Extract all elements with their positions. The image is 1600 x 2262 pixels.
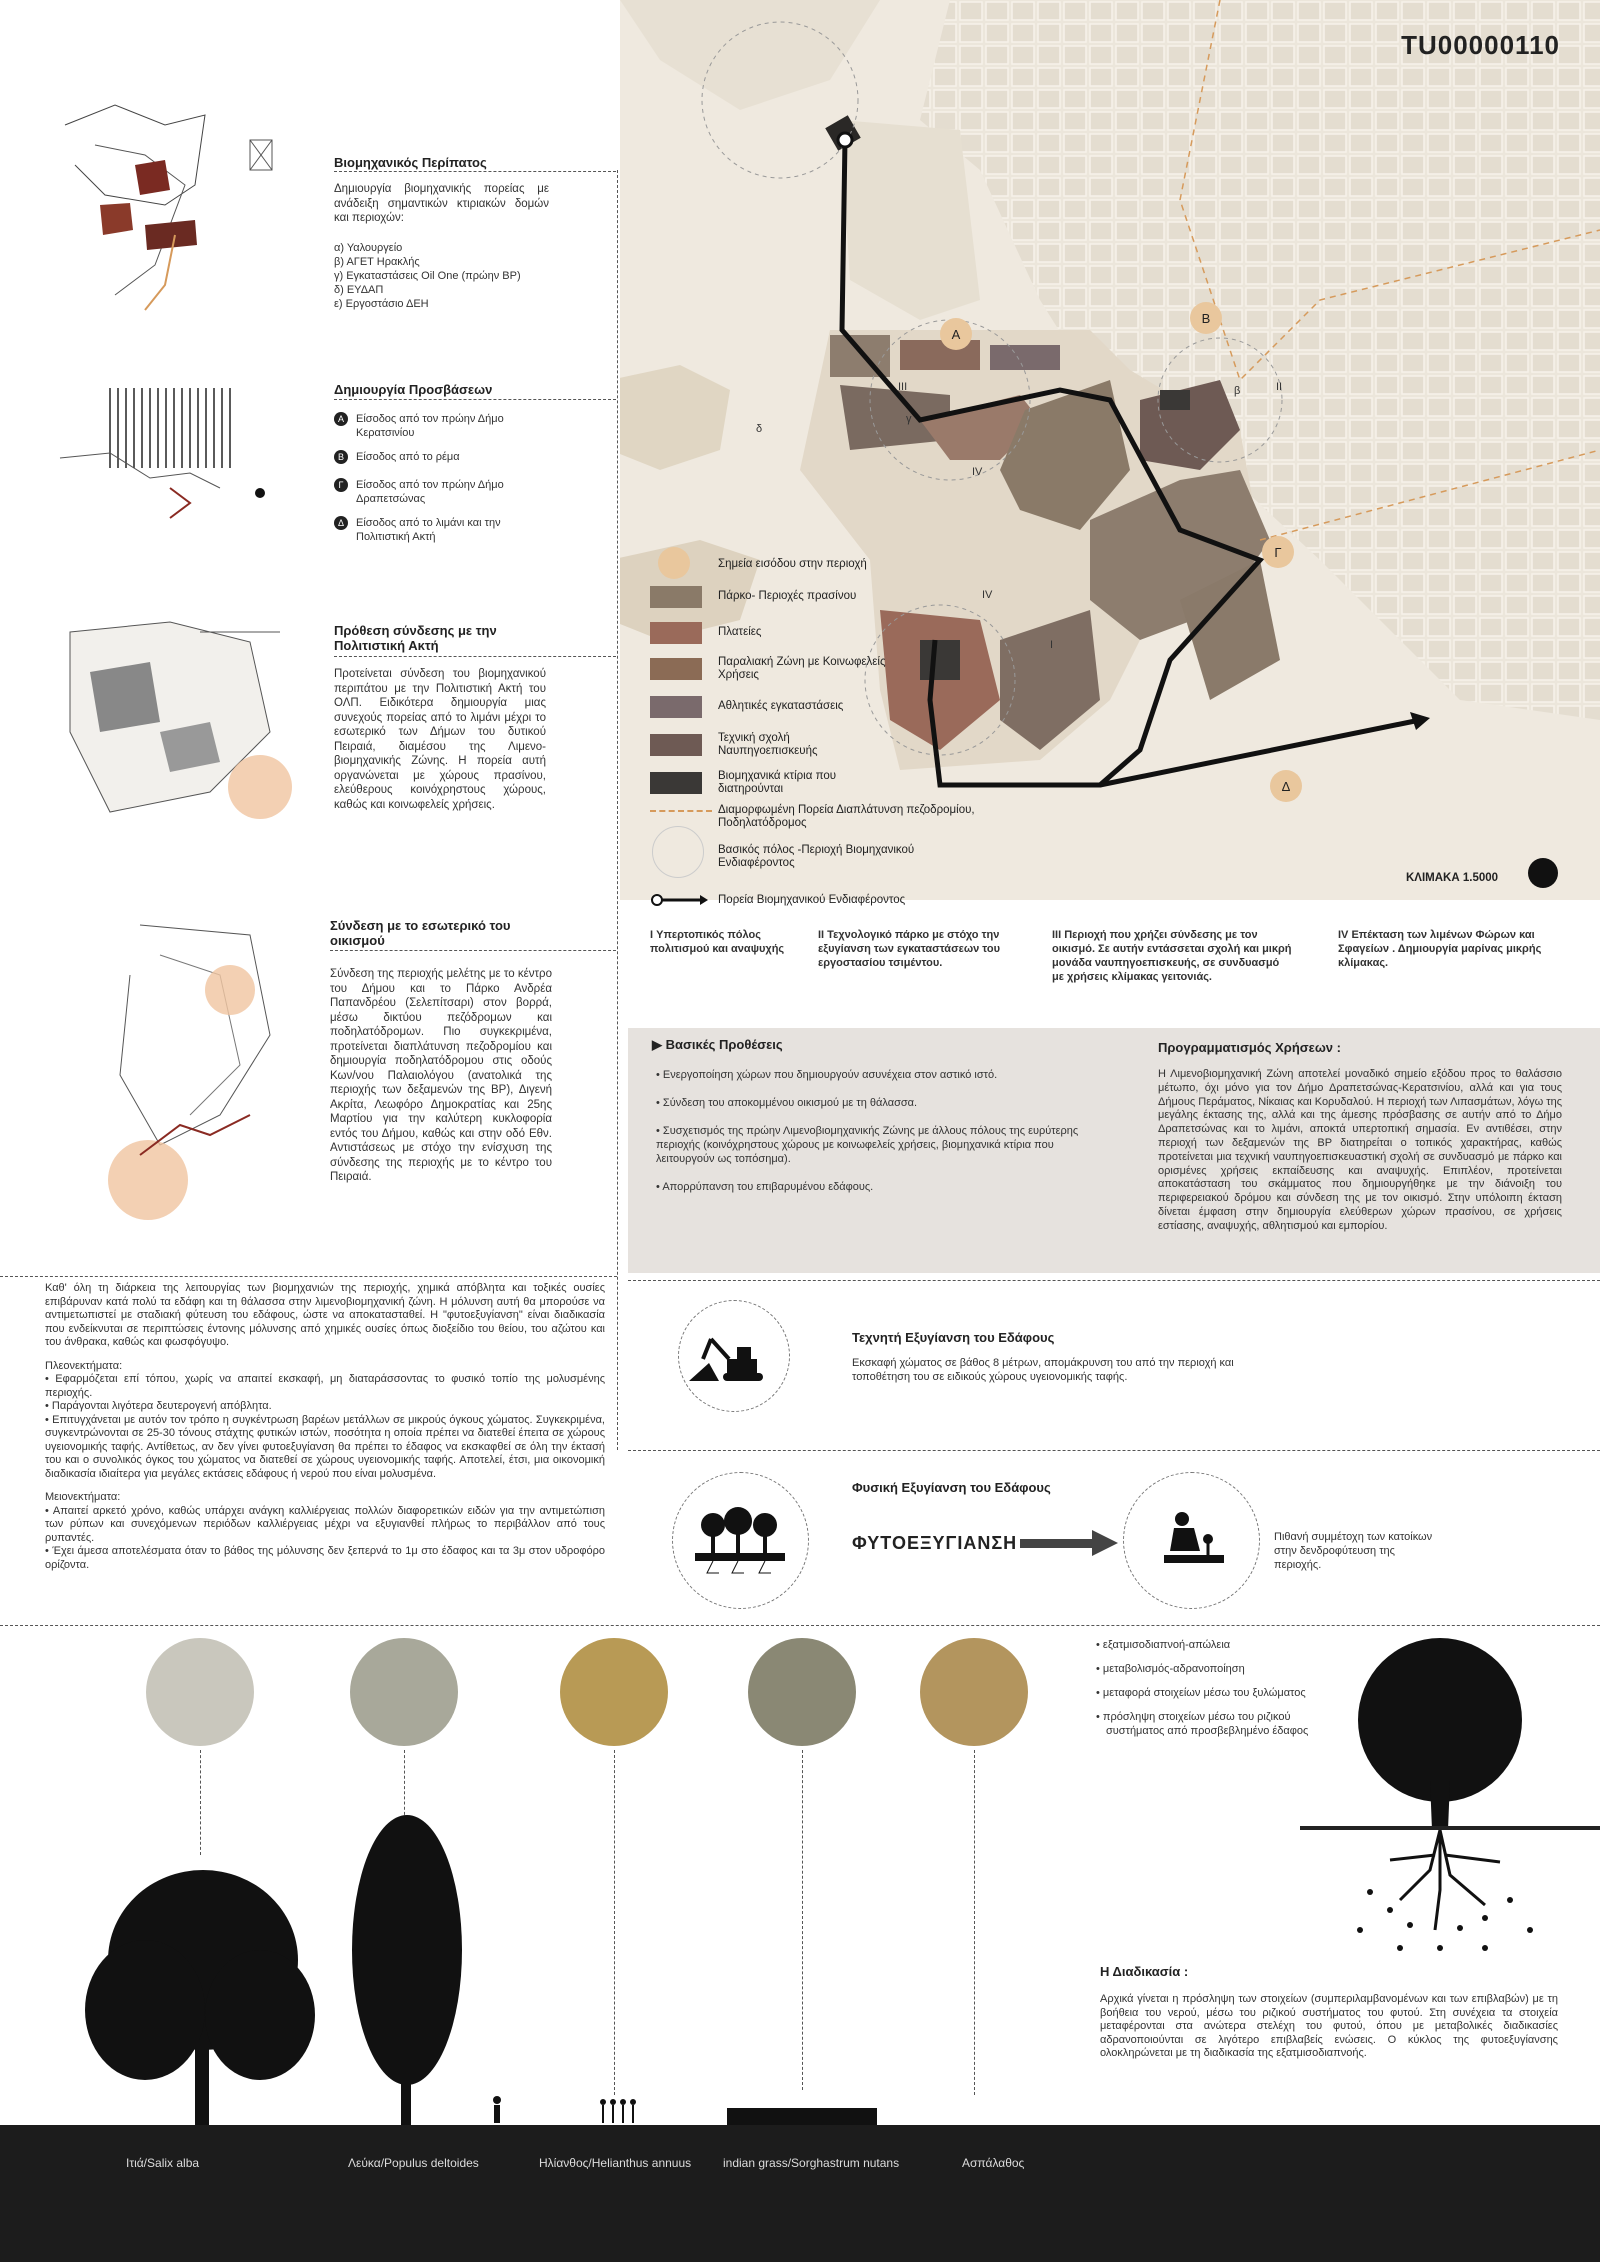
phyto-cons-title: Μειονεκτήματα: [45, 1491, 121, 1503]
process-arrow-icon [1020, 1528, 1120, 1558]
access-mark-g: Γ [334, 478, 348, 492]
plant-photo-willow [146, 1638, 254, 1746]
sketch-industrial-walk [45, 85, 275, 325]
zone-label-iv-b: IV [982, 589, 993, 601]
north-arrow-icon [1528, 858, 1558, 888]
pole-iv: IV Επέκταση των λιμένων Φώρων και Σφαγείων . Δημιουργία μαρίνας μικρής κλίμακας. [1338, 929, 1542, 969]
phyto-block [45, 1282, 605, 1572]
entry-marker-g: Γ [1262, 536, 1294, 568]
proposal-text-2: Σύνδεση του αποκομμένου οικισμού με τη θάλασσα. [662, 1097, 918, 1109]
remediation-mid-rule [628, 1450, 1600, 1451]
connection-title-rule [334, 656, 616, 657]
process-item-3: • μεταφορά στοιχείων μέσω του ξυλώματος [1096, 1687, 1306, 1699]
process-list [1096, 1624, 1316, 1738]
legend-label-school: Τεχνική σχολή Ναυπηγοεπισκευής [718, 732, 818, 757]
legend-label-route: Πορεία Βιομηχανικού Ενδιαφέροντος [718, 894, 906, 906]
column-divider [617, 170, 618, 1450]
legend-swatch-sports [650, 696, 702, 718]
sketch-interior [100, 915, 300, 1225]
phyto-con-2: • Έχει άμεσα αποτελέσματα όταν το βάθος της μόλυνσης δεν ξεπερνά το 1μ στο έδαφος και τα 3μ στον υδροφόρο ορίζοντα. [45, 1545, 605, 1571]
access-title-rule [334, 399, 616, 400]
pole-i: I Υπερτοπικός πόλος πολιτισμού και αναψυχής [650, 929, 785, 955]
scale-label: ΚΛΙΜΑΚΑ 1.5000 [1406, 872, 1499, 884]
proposal-item-3: • Συσχετισμός της πρώην Λιμενοβιομηχανικής Ζώνης με άλλους πόλους της ευρύτερης περιοχής (κοινόχρηστους χώρους με κοινωφελείς χρήσεις, βιομηχανικά κτίρια που λειτουργούν ως τοπόσημα). [656, 1125, 1079, 1165]
interior-title: Σύνδεση με το εσωτερικό του οικισμού [330, 918, 511, 948]
legend-swatch-pole [652, 826, 704, 878]
proposal-text-3: Συσχετισμός της πρώην Λιμενοβιομηχανικής Ζώνης με άλλους πόλους της ευρύτερης περιοχής (κοινόχρηστους χώρους με κοινωφελείς χρήσεις, βιομηχανικά κτίρια που λειτουργούν ως τοπόσημα). [656, 1125, 1079, 1165]
natural-title: Φυσική Εξυγίανση του Εδάφους [852, 1480, 1051, 1495]
access-item-a [334, 412, 554, 440]
legend-label-industrial: Βιομηχανικά κτίρια που διατηρούνται [718, 770, 837, 795]
phyto-con-1: • Απαιτεί αρκετό χρόνο, καθώς υπάρχει ανάγκη καλλιέργειας πολλών διαφορετικών ειδών για την αντιμετώπιση των ρύπων και συνεχόμενων περιόδων καλλιέργειας μέχρι να εξυγιανθεί πλήρως το περιβάλλον από τους ρυπαντές. [45, 1504, 605, 1544]
proposal-text-4: Απορρύπανση του επιβαρυμένου εδάφους. [662, 1181, 874, 1193]
legend-label-entry: Σημεία εισόδου στην περιοχή [718, 558, 867, 570]
procedure-title: Η Διαδικασία : [1100, 1964, 1189, 1979]
process-text-4: πρόσληψη στοιχείων μέσω του ριζικού συστήματος από προσβεβλημένο έδαφος [1102, 1711, 1309, 1737]
legend-label-park: Πάρκο- Περιοχές πρασίνου [718, 590, 857, 602]
zone-label-i: I [1050, 639, 1054, 651]
master-plan-map [620, 0, 1600, 900]
participation-text: Πιθανή συμμέτοχη των κατοίκων στην δενδροφύτευση της περιοχής. [1274, 1531, 1433, 1571]
process-text-3: μεταφορά στοιχείων μέσω του ξυλώματος [1102, 1687, 1306, 1699]
entry-marker-a: A [940, 318, 972, 350]
legend-label-coastal: Παραλιακή Ζώνη με Κοινωφελείς Χρήσεις [718, 656, 886, 681]
process-item-4: • πρόσληψη στοιχείων μέσω του ριζικού συστήματος από προσβεβλημένο έδαφος [1096, 1711, 1309, 1737]
gardener-icon [1124, 1473, 1259, 1608]
zone-label-iv-a: IV [972, 466, 983, 478]
phyto-pro-1: • Εφαρμόζεται επί τόπου, χωρίς να απαιτεί εκσκαφή, μη διαταράσσοντας το φυσικό τοπίο της μολυσμένης περιοχής. [45, 1373, 605, 1399]
access-text-b: Είσοδος από το ρέμα [356, 451, 460, 463]
proposal-item-4: • Απορρύπανση του επιβαρυμένου εδάφους. [656, 1181, 874, 1193]
zone-label-iii: III [898, 381, 908, 393]
zone-label-delta: δ [756, 423, 763, 435]
phyto-pros-title: Πλεονεκτήματα: [45, 1359, 123, 1372]
legend-label-path: Διαμορφωμένη Πορεία Διαπλάτυνση πεζοδρομίου, Ποδηλατόδρομος [718, 804, 975, 829]
walk-item-2: β) ΑΓΕΤ Ηρακλής [334, 256, 420, 268]
zone-label-beta: β [1234, 385, 1241, 397]
legend-swatch-coastal [650, 658, 702, 680]
walk-list [334, 241, 574, 311]
plant-names-band [0, 2125, 1600, 2262]
proposals-arrow-icon: ▶ [652, 1037, 666, 1052]
phyto-pro-2: • Παράγονται λιγότερα δευτερογενή απόβλητα. [45, 1400, 272, 1412]
access-text-a: Είσοδος από τον πρώην Δήμο Κερατσινίου [356, 413, 504, 439]
map-drawing [620, 0, 1600, 900]
proposals-title [652, 1037, 783, 1053]
zone-label-gamma: γ [906, 413, 912, 425]
legend-label-pole: Βασικός πόλος -Περιοχή Βιομηχανικού Ενδιαφέροντος [718, 844, 915, 869]
access-text-g: Είσοδος από τον πρώην Δήμο Δραπετσώνας [356, 479, 504, 505]
process-item-1: • εξατμισοδιαπνοή-απώλεια [1096, 1639, 1231, 1651]
legend-swatch-school [650, 734, 702, 756]
plant-name-poplar: Λεύκα/Populus deltoides [348, 2156, 479, 2170]
plant-photo-indian-grass [748, 1638, 856, 1746]
process-item-2: • μεταβολισμός-αδρανοποίηση [1096, 1663, 1245, 1675]
legend-label-sports: Αθλητικές εγκαταστάσεις [718, 700, 844, 712]
access-list [334, 412, 554, 544]
plants-top-rule [0, 1625, 1600, 1626]
legend-swatch-industrial [650, 772, 702, 794]
pole-ii: II Τεχνολογικό πάρκο με στόχο την εξυγίανση των εγκαταστάσεων του εργοστασίου τσιμέντου. [818, 929, 1001, 969]
plant-name-sunflower: Ηλίανθος/Helianthus annuus [539, 2156, 692, 2170]
legend-swatch-entry [658, 547, 690, 579]
interior-title-rule [330, 950, 616, 951]
phyto-trees-circle [672, 1472, 809, 1609]
sketch-access [50, 378, 280, 528]
access-mark-b: B [334, 450, 348, 464]
technical-text: Εκσκαφή χώματος σε βάθος 8 μέτρων, απομάκρυνση του από την περιοχή και τοποθέτηση του σε ειδικούς χώρους υγειονομικής ταφής. [852, 1357, 1234, 1383]
excavator-icon [679, 1301, 789, 1411]
phyto-label: ΦΥΤΟΕΞΥΓΙΑΝΣΗ [852, 1533, 1018, 1553]
access-item-b [334, 450, 554, 464]
access-title: Δημιουργία Προσβάσεων [334, 382, 493, 397]
entry-marker-d: Δ [1270, 770, 1302, 802]
legend-swatch-path [650, 810, 712, 812]
phyto-tree-diagram [1300, 1630, 1600, 1960]
legend-swatch-route [650, 893, 710, 907]
sketch-coast-connection [50, 612, 300, 832]
legend-swatch-squares [650, 622, 702, 644]
excavator-circle [678, 1300, 790, 1412]
entry-marker-b: B [1190, 302, 1222, 334]
plant-name-willow: Ιτιά/Salix alba [126, 2156, 200, 2170]
proposal-text-1: Ενεργοποίηση χώρων που δημιουργούν ασυνέχεια στον αστικό ιστό. [662, 1069, 998, 1081]
plant-photo-aspalathos [920, 1638, 1028, 1746]
phyto-pro-3: • Επιτυγχάνεται με αυτόν τον τρόπο η συγκέντρωση βαρέων μετάλλων σε μικρούς όγκους χώματος. Συγκεκριμένα, συγκεντρώνονται σε 25-30 τόνους στάχτης φυτικών ιστών, ποσότητα η οποία πρέπει να διατεθεί έπειτα σε χώρους υγειονομικής ταφής. Αντίθετως, αν δεν γίνει φυτοεξυγίανση θα πρέπει το έδαφος να εκσκαφθεί σε όλη την έκτασή του και ο συνολικός όγκος του χώματος να διατεθεί σε χώρους υγειονομικής ταφής. Αποτελεί, έτσι, μια οικονομική διαδικασία ιδιαίτερα για μεγάλες εκτάσεις εδάφους ή νερού που είναι μολυσμένα. [45, 1413, 605, 1480]
proposals-list [656, 1068, 1086, 1194]
process-text-1: εξατμισοδιαπνοή-απώλεια [1102, 1639, 1231, 1651]
plant-photo-sunflower [560, 1638, 668, 1746]
pole-iii: III Περιοχή που χρήζει σύνδεσης με τον οικισμό. Σε αυτήν εντάσσεται σχολή και μικρή μονάδα ναυπηγοεπισκευής, σε συνδυασμό με χρήσεις κλίμακας γειτονιάς. [1052, 929, 1292, 983]
connection-title: Πρόθεση σύνδεσης με την Πολιτιστική Ακτή [334, 623, 497, 653]
plant-name-indian-grass: indian grass/Sorghastrum nutans [723, 2156, 900, 2170]
walk-item-3: γ) Εγκαταστάσεις Oil One (πρώην BP) [334, 270, 521, 282]
access-item-d [334, 516, 554, 544]
access-mark-a: A [334, 412, 348, 426]
walk-item-4: δ) ΕΥΔΑΠ [334, 284, 384, 296]
proposals-title-text: Βασικές Προθέσεις [665, 1037, 783, 1052]
plant-silhouettes [55, 1810, 1055, 2130]
access-mark-d: Δ [334, 516, 348, 530]
walk-item-1: α) Υαλουργείο [334, 242, 403, 254]
trees-icon [673, 1473, 808, 1608]
walk-intro: Δημιουργία βιομηχανικής πορείας με ανάδειξη σημαντικών κτιριακών δομών και περιοχών: [334, 183, 549, 224]
procedure-text: Αρχικά γίνεται η πρόσληψη των στοιχείων (συμπεριλαμβανομένων και των επιβλαβών) με τη βοήθεια του νερού, μέσω του ριζικού συστήματος του φυτού. Στη συνέχεια τα στοιχεία μεταφέρονται στα ανώτερα στελέχη του φυτού, όπου με μεταβολικές διαδικασίες αδρανοποιούνται σε λιγότερο επιβλαβείς ενώσεις. Ο κύκλος της φυτοεξυγίανσης ολοκληρώνεται με τη διαδικασία της εξατμισοδιαπνοής. [1100, 1993, 1558, 2059]
legend-label-squares: Πλατείες [718, 626, 762, 638]
remediation-top-rule [628, 1280, 1600, 1281]
access-item-g [334, 478, 554, 506]
interior-text: Σύνδεση της περιοχής μελέτης με το κέντρο του Δήμου και το Πάρκο Ανδρέα Παπανδρέου (Σελεπίτσαρι) στον βορρά, μέσω δικτύου πεζόδρομων και ποδηλατόδρομων. Πιο συγκεκριμένα, προτείνεται διαπλάτυνση πεζοδρομίου και δημιουργία ποδηλατόδρομου στις οδούς Κων/νου Παλαιολόγου (ανατολικά της περιοχής των δεξαμενών της BP), Διγενή Ακρίτα, Λεωφόρο Δημοκρατίας και 25ης Μαρτίου για την καλύτερη κυκλοφορία εντός του Δήμου, καθώς και στην οδό Εθν. Αντιστάσεως με στόχο την ενίσχυση της σύνδεσης της περιοχής με το κέντρο του Πειραιά. [330, 968, 552, 1183]
programming-text: Η Λιμενοβιομηχανική Ζώνη αποτελεί μοναδικό σημείο εξόδου προς το θαλάσσιο μέτωπο, όχι μόνο για τον Δήμο Δραπετσώνας-Κερατσινίου, αλλά και για τους Δήμους Περάματος, Νίκαιας και Κορυδαλού. Η περιοχή των Λιπασμάτων, λόγω της μεγάλης έκτασης της, αλλά και της άμεσης πρόσβασης σε αυτήν από το Δήμο Δραπετσώνας και το λιμάνι, αποκτά υπερτοπική σημασία. Εν αντιθέσει, στην περιοχή των δεξαμενών της BP διατηρείται ο τοπικός χαρακτήρας, καθώς προτείνεται μια τεχνική ναυπηγοεπισκευαστική σχολή σε συνδυασμό με πάρκο και ορισμένες χρήσεις εκπαίδευσης και αναψυχής. Επιπλέον, προτείνεται αποκατάσταση του σκάμματος που δημιουργήθηκε με την διάνοιξη του περιφερειακού δρόμου και σύνδεση της με τον οικισμό. Στην υπόλοιπη έκταση δίνεται έμφαση στην δημιουργία ελεύθερων χώρων πρασίνου, σε χρήσεις εστίασης, αναψυχής, αθλητισμού και εμπορίου. [1158, 1068, 1562, 1232]
project-code: TU00000110 [1401, 30, 1560, 60]
walk-title-rule [334, 171, 616, 172]
legend-swatch-park [650, 586, 702, 608]
plant-name-aspalathos: Ασπάλαθος [962, 2156, 1025, 2170]
proposal-item-1: • Ενεργοποίηση χώρων που δημιουργούν ασυνέχεια στον αστικό ιστό. [656, 1069, 998, 1081]
programming-title: Προγραμματισμός Χρήσεων : [1158, 1040, 1341, 1055]
walk-item-5: ε) Εργοστάσιο ΔΕΗ [334, 298, 429, 310]
connection-text: Προτείνεται σύνδεση του βιομηχανικού περιπάτου με την Πολιτιστική Ακτή του ΟΛΠ. Ειδικότερα δημιουργία μιας συνεχούς πορείας από το λιμάνι μέχρι το εσωτερικό των Δήμων του δυτικού Πειραιά, διαμέσου της Λιμενο-βιομηχανικής Ζώνης. Η πορεία αυτή οργανώνεται με χώρους πρασίνου, ελεύθερους κοινόχρηστους χώρους, καθώς και κοινωφελείς χρήσεις. [334, 668, 546, 811]
walk-title: Βιομηχανικός Περίπατος [334, 155, 487, 170]
phyto-top-rule [0, 1276, 617, 1277]
access-text-d: Είσοδος από το λιμάνι και την Πολιτιστική Ακτή [356, 517, 501, 543]
phyto-intro: Καθ' όλη τη διάρκεια της λειτουργίας των βιομηχανιών της περιοχής, χημικά απόβλητα και τοξικές ουσίες επιβάρυναν κατά πολύ τα εδάφη και τη θάλασσα στην λιμενοβιομηχανική ζώνη. Η μόλυνση αυτή θα μπορούσε να αντιμετωπιστεί με σταδιακή φύτευση του εδάφους, ώστε να αποκατασταθεί. Η "φυτοεξυγίανση" είναι διαδικασία που ενδείκνυται σε περιπτώσεις έντονης μόλυνσης από χημικές ουσίες όπως διοξείδιο του θείου, του αζώτου και του άνθρακα, καθώς και φωσφόγυψο. [45, 1282, 605, 1348]
process-text-2: μεταβολισμός-αδρανοποίηση [1102, 1663, 1245, 1675]
technical-title: Τεχνητή Εξυγίανση του Εδάφους [852, 1330, 1055, 1345]
zone-label-ii: II [1276, 381, 1283, 393]
planting-circle [1123, 1472, 1260, 1609]
proposal-item-2: • Σύνδεση του αποκομμένου οικισμού με τη θάλασσα. [656, 1097, 918, 1109]
plant-photo-poplar [350, 1638, 458, 1746]
